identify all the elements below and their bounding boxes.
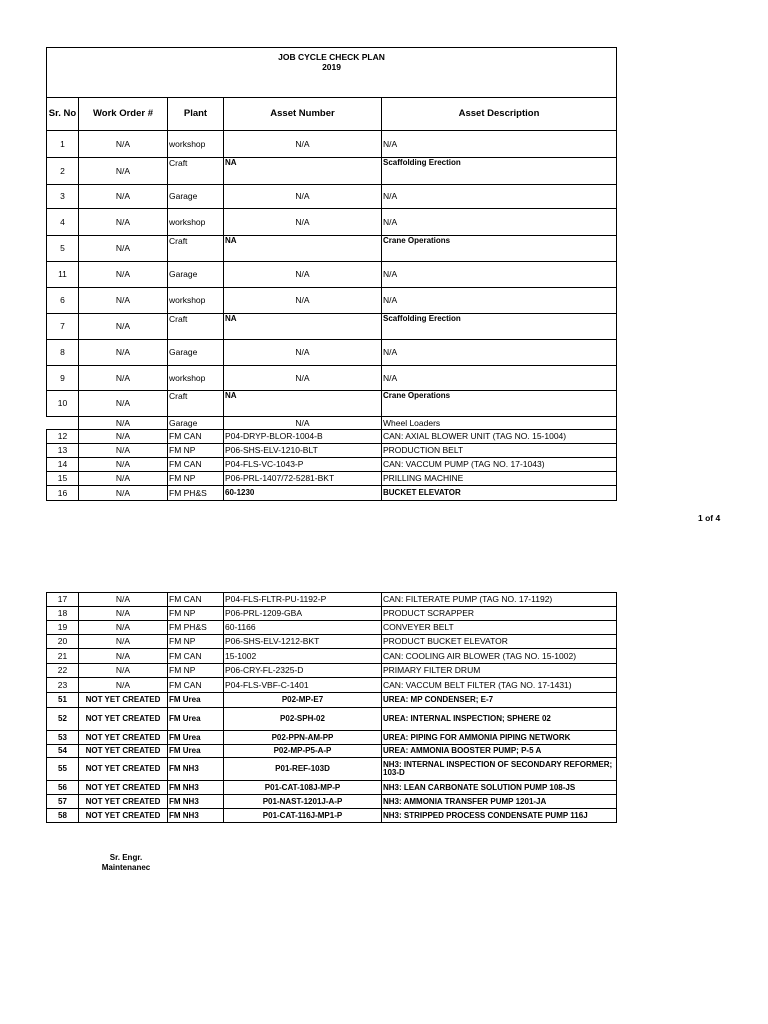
sr-no-cell: 54 — [47, 745, 79, 758]
asset-number-cell: P06-PRL-1209-GBA — [224, 607, 382, 621]
asset-description-cell: UREA: AMMONIA BOOSTER PUMP; P-5 A — [382, 745, 617, 758]
asset-description-cell: N/A — [382, 209, 617, 236]
asset-description-cell: CONVEYER BELT — [382, 621, 617, 635]
plant-cell: FM NP — [168, 664, 224, 678]
sr-no-cell: 16 — [47, 486, 79, 501]
work-order-cell: N/A — [79, 391, 168, 417]
job-cycle-table-page-2 — [46, 592, 617, 823]
table-row — [47, 209, 617, 236]
sr-no-cell: 11 — [47, 262, 79, 288]
sr-no-cell: 18 — [47, 607, 79, 621]
asset-description-cell: UREA: MP CONDENSER; E-7 — [382, 693, 617, 708]
sr-no-cell: 17 — [47, 593, 79, 607]
asset-number-cell: P01-REF-103D — [224, 758, 382, 781]
asset-description-cell: NH3: AMMONIA TRANSFER PUMP 1201-JA — [382, 795, 617, 809]
sr-no-cell: 13 — [47, 444, 79, 458]
asset-description-cell: CAN: AXIAL BLOWER UNIT (TAG NO. 15-1004) — [382, 430, 617, 444]
asset-number-cell: NA — [224, 391, 382, 417]
asset-number-cell: P01-CAT-108J-MP-P — [224, 781, 382, 795]
plant-cell: FM CAN — [168, 649, 224, 664]
table-row — [47, 288, 617, 314]
asset-description-cell: BUCKET ELEVATOR — [382, 486, 617, 501]
asset-number-cell: N/A — [224, 131, 382, 158]
signature-block — [86, 853, 166, 874]
work-order-cell: NOT YET CREATED — [79, 708, 168, 731]
plant-cell: Craft — [168, 236, 224, 262]
sr-no-cell: 7 — [47, 314, 79, 340]
header-work-order: Work Order # — [79, 98, 168, 131]
sr-no-cell: 55 — [47, 758, 79, 781]
plant-cell: FM NP — [168, 444, 224, 458]
header-asset-number: Asset Number — [224, 98, 382, 131]
asset-description-cell: NH3: INTERNAL INSPECTION OF SECONDARY REFORMER; 103-D — [382, 758, 617, 781]
plant-cell: workshop — [168, 131, 224, 158]
asset-description-cell: NH3: STRIPPED PROCESS CONDENSATE PUMP 116J — [382, 809, 617, 823]
table-row — [47, 262, 617, 288]
work-order-cell: N/A — [79, 417, 168, 430]
asset-number-cell: P06-PRL-1407/72-5281-BKT — [224, 472, 382, 486]
table-row — [47, 758, 617, 781]
sr-no-cell: 23 — [47, 678, 79, 693]
asset-number-cell: P04-DRYP-BLOR-1004-B — [224, 430, 382, 444]
sr-no-cell: 21 — [47, 649, 79, 664]
header-sr-no: Sr. No — [47, 98, 79, 131]
plant-cell: Craft — [168, 314, 224, 340]
work-order-cell: NOT YET CREATED — [79, 731, 168, 745]
table-row — [47, 236, 617, 262]
plant-cell: FM Urea — [168, 745, 224, 758]
asset-description-cell: N/A — [382, 288, 617, 314]
plant-cell: Garage — [168, 262, 224, 288]
asset-number-cell: P01-CAT-116J-MP1-P — [224, 809, 382, 823]
work-order-cell: N/A — [79, 678, 168, 693]
asset-number-cell: N/A — [224, 417, 382, 430]
plant-cell: FM NP — [168, 635, 224, 649]
table-row — [47, 185, 617, 209]
table-row — [47, 795, 617, 809]
sr-no-cell: 14 — [47, 458, 79, 472]
header-row — [47, 98, 617, 131]
sr-no-cell: 19 — [47, 621, 79, 635]
plant-cell: FM Urea — [168, 708, 224, 731]
table-row — [47, 366, 617, 391]
asset-description-cell: N/A — [382, 131, 617, 158]
asset-description-cell: PRODUCT SCRAPPER — [382, 607, 617, 621]
work-order-cell: N/A — [79, 635, 168, 649]
work-order-cell: N/A — [79, 314, 168, 340]
plant-cell: FM CAN — [168, 458, 224, 472]
sr-no-cell: 56 — [47, 781, 79, 795]
sr-no-cell: 22 — [47, 664, 79, 678]
asset-description-cell: CAN: VACCUM BELT FILTER (TAG NO. 17-1431) — [382, 678, 617, 693]
asset-description-cell: Scaffolding Erection — [382, 314, 617, 340]
asset-description-cell: N/A — [382, 185, 617, 209]
asset-description-cell: Scaffolding Erection — [382, 158, 617, 185]
plant-cell: FM CAN — [168, 593, 224, 607]
plant-cell: workshop — [168, 366, 224, 391]
signature-title: Sr. Engr. — [109, 853, 143, 862]
asset-number-cell: P02-PPN-AM-PP — [224, 731, 382, 745]
work-order-cell: N/A — [79, 430, 168, 444]
plant-cell: FM NH3 — [168, 758, 224, 781]
sr-no-cell: 53 — [47, 731, 79, 745]
sr-no-cell: 8 — [47, 340, 79, 366]
asset-number-cell: P04-FLS-VBF-C-1401 — [224, 678, 382, 693]
page-number: 1 of 4 — [698, 513, 721, 523]
asset-number-cell: 15-1002 — [224, 649, 382, 664]
plant-cell: workshop — [168, 288, 224, 314]
sr-no-cell: 52 — [47, 708, 79, 731]
plant-cell: Garage — [168, 340, 224, 366]
table-row — [47, 781, 617, 795]
asset-description-cell: NH3: LEAN CARBONATE SOLUTION PUMP 108-JS — [382, 781, 617, 795]
table-row — [47, 593, 617, 607]
plant-cell: FM Urea — [168, 693, 224, 708]
work-order-cell: NOT YET CREATED — [79, 745, 168, 758]
work-order-cell: N/A — [79, 288, 168, 314]
work-order-cell: N/A — [79, 649, 168, 664]
table-row — [47, 607, 617, 621]
table-row — [47, 621, 617, 635]
work-order-cell: N/A — [79, 664, 168, 678]
work-order-cell: N/A — [79, 444, 168, 458]
sr-no-cell: 3 — [47, 185, 79, 209]
work-order-cell: NOT YET CREATED — [79, 781, 168, 795]
sr-no-cell: 6 — [47, 288, 79, 314]
asset-description-cell: CAN: FILTERATE PUMP (TAG NO. 17-1192) — [382, 593, 617, 607]
page-title — [47, 48, 617, 98]
table-row — [47, 444, 617, 458]
signature-department: Maintenanec — [101, 863, 151, 873]
work-order-cell: N/A — [79, 158, 168, 185]
asset-description-cell: UREA: INTERNAL INSPECTION; SPHERE 02 — [382, 708, 617, 731]
sr-no-cell: 2 — [47, 158, 79, 185]
asset-number-cell: NA — [224, 236, 382, 262]
asset-description-cell: Crane Operations — [382, 236, 617, 262]
table-row — [47, 340, 617, 366]
asset-description-cell: PRODUCTION BELT — [382, 444, 617, 458]
table-row — [47, 472, 617, 486]
plant-cell: FM NH3 — [168, 781, 224, 795]
asset-number-cell: N/A — [224, 340, 382, 366]
plant-cell: FM NH3 — [168, 795, 224, 809]
work-order-cell: N/A — [79, 262, 168, 288]
table-row — [47, 708, 617, 731]
sr-no-cell: 12 — [47, 430, 79, 444]
sr-no-cell: 9 — [47, 366, 79, 391]
asset-description-cell: N/A — [382, 340, 617, 366]
asset-number-cell: P04-FLS-FLTR-PU-1192-P — [224, 593, 382, 607]
plant-cell: FM CAN — [168, 678, 224, 693]
table-row — [47, 458, 617, 472]
work-order-cell: N/A — [79, 458, 168, 472]
work-order-cell: NOT YET CREATED — [79, 693, 168, 708]
work-order-cell: N/A — [79, 486, 168, 501]
work-order-cell: NOT YET CREATED — [79, 758, 168, 781]
plant-cell: FM NH3 — [168, 809, 224, 823]
asset-number-cell: P06-SHS-ELV-1212-BKT — [224, 635, 382, 649]
plant-cell: FM Urea — [168, 731, 224, 745]
asset-description-cell: CAN: COOLING AIR BLOWER (TAG NO. 15-1002) — [382, 649, 617, 664]
plant-cell: FM PH&S — [168, 486, 224, 501]
table-row — [47, 635, 617, 649]
plant-cell: Garage — [168, 185, 224, 209]
work-order-cell: N/A — [79, 131, 168, 158]
asset-description-cell: Crane Operations — [382, 391, 617, 417]
table-row — [47, 664, 617, 678]
asset-number-cell: N/A — [224, 185, 382, 209]
sr-no-cell: 1 — [47, 131, 79, 158]
work-order-cell: N/A — [79, 236, 168, 262]
plant-cell: FM NP — [168, 607, 224, 621]
table-row — [47, 731, 617, 745]
plant-cell: Craft — [168, 158, 224, 185]
asset-description-cell: PRILLING MACHINE — [382, 472, 617, 486]
asset-number-cell: P01-NAST-1201J-A-P — [224, 795, 382, 809]
sr-no-cell: 58 — [47, 809, 79, 823]
asset-description-cell: N/A — [382, 366, 617, 391]
header-asset-description: Asset Description — [382, 98, 617, 131]
sr-no-cell: 57 — [47, 795, 79, 809]
asset-description-cell: PRODUCT BUCKET ELEVATOR — [382, 635, 617, 649]
work-order-cell: NOT YET CREATED — [79, 809, 168, 823]
plant-cell: FM PH&S — [168, 621, 224, 635]
sr-no-cell: 5 — [47, 236, 79, 262]
asset-number-cell: N/A — [224, 288, 382, 314]
asset-description-cell: Wheel Loaders — [382, 417, 617, 430]
work-order-cell: N/A — [79, 621, 168, 635]
job-cycle-table-page-1 — [46, 47, 617, 501]
sr-no-cell: 20 — [47, 635, 79, 649]
title-line-1: JOB CYCLE CHECK PLAN — [278, 52, 385, 62]
work-order-cell: N/A — [79, 209, 168, 236]
asset-number-cell: NA — [224, 314, 382, 340]
plant-cell: Craft — [168, 391, 224, 417]
table-row — [47, 649, 617, 664]
asset-number-cell: NA — [224, 158, 382, 185]
sr-no-cell — [47, 417, 79, 430]
header-plant: Plant — [168, 98, 224, 131]
table-row — [47, 391, 617, 417]
asset-number-cell: N/A — [224, 366, 382, 391]
asset-number-cell: P02-MP-P5-A-P — [224, 745, 382, 758]
asset-number-cell: P02-MP-E7 — [224, 693, 382, 708]
asset-description-cell: PRIMARY FILTER DRUM — [382, 664, 617, 678]
asset-number-cell: N/A — [224, 262, 382, 288]
asset-number-cell: 60-1166 — [224, 621, 382, 635]
work-order-cell: N/A — [79, 472, 168, 486]
table-row — [47, 745, 617, 758]
table-row — [47, 158, 617, 185]
table-row — [47, 693, 617, 708]
plant-cell: Garage — [168, 417, 224, 430]
work-order-cell: N/A — [79, 593, 168, 607]
asset-number-cell: P06-SHS-ELV-1210-BLT — [224, 444, 382, 458]
table-row — [47, 678, 617, 693]
sr-no-cell: 51 — [47, 693, 79, 708]
asset-number-cell: P04-FLS-VC-1043-P — [224, 458, 382, 472]
title-line-2: 2019 — [322, 61, 341, 72]
table-row — [47, 809, 617, 823]
plant-cell: FM CAN — [168, 430, 224, 444]
sr-no-cell: 15 — [47, 472, 79, 486]
work-order-cell: N/A — [79, 185, 168, 209]
table-row — [47, 131, 617, 158]
asset-number-cell: 60-1230 — [224, 486, 382, 501]
work-order-cell: N/A — [79, 366, 168, 391]
table-row — [47, 430, 617, 444]
asset-description-cell: CAN: VACCUM PUMP (TAG NO. 17-1043) — [382, 458, 617, 472]
sr-no-cell: 10 — [47, 391, 79, 417]
work-order-cell: N/A — [79, 340, 168, 366]
asset-description-cell: N/A — [382, 262, 617, 288]
plant-cell: workshop — [168, 209, 224, 236]
sr-no-cell: 4 — [47, 209, 79, 236]
table-row — [47, 417, 617, 430]
table-row — [47, 486, 617, 501]
plant-cell: FM NP — [168, 472, 224, 486]
asset-description-cell: UREA: PIPING FOR AMMONIA PIPING NETWORK — [382, 731, 617, 745]
asset-number-cell: P02-SPH-02 — [224, 708, 382, 731]
asset-number-cell: P06-CRY-FL-2325-D — [224, 664, 382, 678]
work-order-cell: N/A — [79, 607, 168, 621]
asset-number-cell: N/A — [224, 209, 382, 236]
table-row — [47, 314, 617, 340]
work-order-cell: NOT YET CREATED — [79, 795, 168, 809]
